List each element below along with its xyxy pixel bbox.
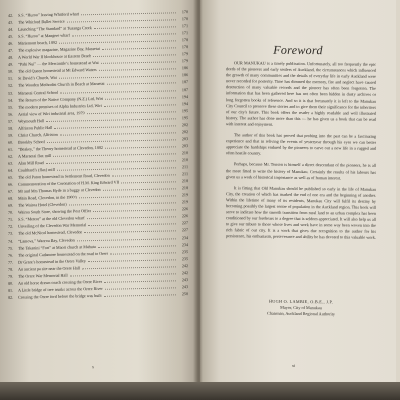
- illustration-title: The Whitford Bullet Service: [18, 18, 65, 25]
- illustration-number: 75.: [8, 245, 14, 251]
- signature-org: Chairman, Auckland Regional Authority: [267, 310, 335, 317]
- illustration-number: 81.: [8, 287, 14, 293]
- illustrations-list: [8, 8, 188, 301]
- illustration-number: 57.: [8, 118, 14, 124]
- foreword-paragraph: Perhaps, because Mr. Tonson is himself a direct descendant of the pioneers, he is all the more fitted to write the history of Manukau. Certainly the results of his labours has given us a work of historical importance as well as of human interest.: [226, 161, 376, 181]
- illustration-title: Coulthard’s (flax) mill: [18, 166, 55, 173]
- leader-dots: [82, 263, 176, 269]
- illustration-number: 61.: [8, 146, 14, 152]
- illustration-number: 67.: [8, 188, 14, 195]
- illustration-title: Commemoration of the Coronation of H.M. King Edward VII: [18, 179, 120, 187]
- illustration-page: 211: [182, 164, 188, 170]
- foreword-paragraph: It is fitting that Old Manukau should be published so early in the life of Manukau City, the creation of which has marked the end of one era and the beginning of another. Within the lifetime of many of its residents, Manukau City will fulfil its destiny by becoming possibly the largest centre of population in the Auckland region. This book will serve to indicate how the smooth transition from rural land to an urban complex has been conditioned by our forebears to a degree that is seldom appreciated. It will also help us all to give our tribute to those whose lives and work have in some way been woven into the rich fabric of our city. It is a work that gives due recognition to the author for his persistence, his enthusiasm, perseverance and ability he has devoted to this valuable work.: [226, 184, 376, 241]
- illustration-number: 43.: [8, 19, 14, 25]
- illustration-number: 63.: [8, 160, 14, 166]
- illustration-page: 235: [181, 255, 188, 261]
- illustration-page: 195: [181, 114, 188, 120]
- illustration-number: 66.: [8, 181, 14, 187]
- illustration-page: 202: [181, 121, 188, 127]
- illustration-page: 218: [181, 185, 188, 191]
- illustration-page: 187: [181, 79, 188, 85]
- illustration-number: 42.: [8, 12, 14, 18]
- illustration-page: 171: [181, 23, 188, 29]
- illustration-title: An ancient pa site near the Orere Hall: [18, 265, 80, 272]
- signature-title: Mayor, City of Manukau: [280, 304, 322, 311]
- illustration-number: 54.: [8, 97, 14, 103]
- illustration-number: 55.: [8, 104, 14, 110]
- illustration-title: Unveiling of the Clevedon War Memorial: [18, 222, 87, 230]
- illustration-page: 234: [181, 234, 188, 240]
- illustration-page: 195: [181, 107, 188, 113]
- illustration-page: 226: [181, 213, 188, 219]
- illustration-title: A Maraetai flax mill: [18, 152, 52, 159]
- illustration-title: Maraetai Central School: [18, 89, 59, 96]
- illustration-title: S.S. “Huroo” at Mangere wharf: [18, 32, 70, 39]
- illustration-title: Dr Grant’s homestead in the Orere Valley: [18, 257, 86, 265]
- leader-dots: [93, 207, 176, 213]
- illustration-page: 178: [181, 44, 188, 50]
- illustration-title: Brookby School: [18, 138, 45, 145]
- leader-dots: [67, 16, 176, 22]
- illustration-number: 56.: [8, 111, 14, 117]
- leader-dots: [102, 45, 176, 51]
- illustration-title: Crossing the Orere ford before the bridge was built: [18, 292, 102, 300]
- illustration-number: 69.: [8, 202, 14, 209]
- foreword-paragraph: The author of this book has proved that probing into the past can be a fascinating experience and that in reliving the events of yesteryear through his eyes we can better appreciate the hardships endured by the pioneers to carve out a new life in a rugged and often hostile country.: [226, 132, 376, 156]
- illustration-page: 250: [181, 290, 188, 297]
- leader-dots: [121, 178, 176, 183]
- illustration-page: 219: [181, 192, 188, 198]
- illustration-number: 73.: [8, 231, 14, 237]
- illustration-title: Weymouth Hall: [18, 117, 44, 124]
- leader-dots: [84, 228, 176, 234]
- leader-dots: [107, 80, 176, 85]
- illustration-number: 74.: [8, 238, 14, 244]
- leader-dots: [104, 291, 176, 297]
- illustration-title: “Lamova,” Waoroa Bay, Clevedon: [18, 236, 75, 244]
- illustration-title: Mariemont beach, 1892: [18, 39, 57, 46]
- leader-dots: [88, 221, 176, 227]
- leader-dots: [101, 59, 176, 65]
- illustration-page: 187: [181, 86, 188, 92]
- illustration-title: St David’s Church, Wai: [18, 75, 57, 82]
- leader-dots: [93, 52, 176, 58]
- illustration-title: The Return of the Native Company (N.Z.) Ltd, Wiri: [18, 95, 104, 103]
- leader-dots: [70, 270, 176, 276]
- illustration-page: 179: [181, 51, 188, 57]
- illustration-page: 234: [181, 241, 188, 247]
- illustration-number: 58.: [8, 125, 14, 131]
- bottom-shadow: [0, 382, 400, 400]
- illustration-number: 72.: [8, 224, 14, 230]
- illustration-title: The modern premises of Alpha Industries Ltd, Wiri: [18, 102, 102, 110]
- illustration-page: 211: [182, 171, 188, 177]
- leader-dots: [87, 214, 176, 220]
- illustration-page: 194: [181, 93, 188, 99]
- illustration-title: A World War II blockhouse at Eastern Beach: [18, 53, 92, 60]
- illustration-number: 49.: [8, 62, 14, 68]
- leader-dots: [87, 108, 177, 114]
- illustration-title: S.S. “Meteor” at the old Clevedon wharf: [18, 215, 85, 222]
- illustration-number: 80.: [8, 280, 14, 286]
- right-page-number: xi: [292, 362, 296, 368]
- left-page: [0, 0, 197, 386]
- leader-dots: [110, 249, 176, 254]
- illustration-number: 50.: [8, 69, 14, 75]
- illustration-number: 76.: [8, 252, 14, 258]
- illustration-number: 44.: [8, 26, 14, 32]
- illustration-number: 79.: [8, 273, 14, 279]
- illustration-page: 242: [181, 262, 188, 268]
- illustration-page: 194: [181, 100, 188, 106]
- illustration-title: Mr and Mrs Thomas Hyde in a buggy at Clevedon: [18, 187, 101, 194]
- leader-dots: [104, 101, 176, 107]
- illustration-number: 71.: [8, 217, 14, 223]
- illustration-number: 46.: [8, 40, 14, 47]
- illustration-title: The Takanini “Fort” at Maori church at Mahuta: [18, 243, 96, 251]
- leader-dots: [98, 242, 176, 248]
- illustration-title: The original Cadamore homestead on the road to Orere: [18, 250, 109, 258]
- foreword-paragraph: OUR MANUKAU is a timely publication. Unfortunately, all too frequently the epic deeds of the pioneers and early settlers of Auckland, the circumstances which influenced the growth of many communities and the details of everyday life in early Auckland were never recorded for posterity. Time has dimmed the memory, fire and neglect have caused destruction of many valuable records and the pioneer has often been forgotten. The information that has been gathered here has not often been hidden in dusty archives or long forgotten books of reference. And so it is that fortunately it is left to the Manukau City Council to preserve these stories and to give them their significance for the inheritors of our city's future. This book offers the reader a highly readable and well illustrated history. The author has done more than this — he has given us a book that can be read with interest and enjoyment.: [226, 60, 376, 127]
- illustration-number: 62.: [8, 153, 14, 159]
- signature-name: HUGH O. LAMBIE, O.B.E., J.P.: [268, 298, 333, 305]
- illustration-page: 203: [181, 135, 188, 142]
- left-page-number: x: [92, 364, 94, 370]
- illustration-title: Wairoa South Store, showing the Post Office: [18, 208, 92, 215]
- foreword-body: [226, 60, 376, 246]
- illustration-page: 219: [181, 199, 188, 205]
- illustration-number: 60.: [8, 139, 14, 145]
- foreword-heading: Foreword: [273, 42, 323, 58]
- signature-block: [226, 298, 376, 318]
- leader-dots: [69, 200, 176, 206]
- leader-dots: [105, 143, 176, 148]
- illustration-page: 179: [181, 58, 188, 64]
- illustration-number: 47.: [8, 47, 14, 54]
- illustration-page: 170: [181, 16, 188, 22]
- illustration-number: 77.: [8, 259, 14, 265]
- illustration-page: 210: [181, 149, 188, 156]
- illustration-title: The Orere War Memorial Hall: [18, 272, 68, 279]
- illustration-number: 82.: [8, 294, 14, 300]
- illustration-number: 78.: [8, 266, 14, 272]
- illustration-title: Christ Church, Alfriston: [18, 131, 58, 138]
- illustration-page: 227: [181, 227, 188, 233]
- illustration-title: “Pahi Nui” — the Mercantile’s homestead at Wai: [18, 60, 99, 67]
- illustration-title: The Wooden Methodist Church in Beach at Maraetai: [18, 81, 105, 89]
- illustration-title: Alan Mill Road: [18, 160, 44, 166]
- illustration-number: 65.: [8, 174, 14, 180]
- illustration-page: 210: [181, 157, 188, 163]
- illustration-title: “Beakey,” the Theory homestead at Clevedon, 1882: [18, 144, 103, 152]
- illustration-page: 218: [181, 178, 188, 184]
- illustration-title: S.S. “Huroo” leaving Whitford wharf: [18, 11, 80, 18]
- illustration-title: Launching “The Standard” at Tuaanga Creek: [18, 25, 92, 32]
- illustration-number: 53.: [8, 90, 14, 96]
- leader-dots: [104, 277, 176, 283]
- leader-dots: [112, 171, 176, 176]
- leader-dots: [103, 185, 176, 191]
- illustration-title: The explosive magazine, Magazine Bay, Maraetai: [18, 46, 100, 53]
- illustration-page: 235: [181, 248, 188, 254]
- illustration-title: Alfriston Public Hall: [18, 124, 53, 131]
- illustration-page: 203: [181, 142, 188, 149]
- leader-dots: [72, 30, 176, 36]
- leader-dots: [99, 66, 176, 72]
- leader-dots: [105, 94, 176, 99]
- illustration-title: The old Queen homestead at Mt Edward Waters: [18, 67, 97, 74]
- illustration-page: 243: [181, 283, 188, 290]
- leader-dots: [94, 23, 176, 29]
- illustration-number: 68.: [8, 195, 14, 202]
- illustration-page: 227: [181, 220, 188, 226]
- illustration-number: 48.: [8, 55, 14, 61]
- illustration-page: 186: [181, 72, 188, 78]
- illustration-number: 70.: [8, 210, 14, 216]
- leader-dots: [77, 235, 176, 241]
- illustration-title: A Little bridge of tree trunks across the Orere River: [18, 285, 103, 293]
- right-page: [200, 0, 396, 386]
- illustration-page: 226: [181, 206, 188, 212]
- illustration-page: 242: [181, 269, 188, 275]
- illustration-page: 170: [181, 9, 188, 15]
- illustration-title: Main Road, Clevedon, in the 1900’s: [18, 194, 78, 201]
- leader-dots: [81, 9, 176, 15]
- leader-dots: [105, 284, 176, 289]
- illustration-page: 202: [181, 128, 188, 134]
- illustration-title: The Wairoa Hotel (Clevedon): [18, 201, 67, 208]
- illustration-number: 51.: [8, 76, 14, 82]
- illustration-number: 64.: [8, 167, 14, 173]
- illustration-page: 178: [181, 37, 188, 43]
- illustration-page: 243: [181, 276, 188, 282]
- illustration-title: The old Paton homestead in Settlement Road, Clevedon: [18, 172, 110, 180]
- illustration-number: 52.: [8, 83, 14, 89]
- illustration-title: An old horse drawn coach crossing the Orere River: [18, 278, 103, 286]
- book-gutter: [193, 0, 203, 400]
- illustration-title: The old McNicol homestead, Clevedon: [18, 229, 83, 237]
- illustration-title: Aerial view of Wiri industrial area, 1979: [18, 109, 85, 117]
- leader-dots: [79, 193, 176, 199]
- illustration-page: 186: [181, 65, 188, 71]
- illustration-number: 45.: [8, 33, 14, 39]
- leader-dots: [88, 256, 176, 262]
- illustration-number: 59.: [8, 132, 14, 138]
- illustration-page: 171: [181, 30, 188, 36]
